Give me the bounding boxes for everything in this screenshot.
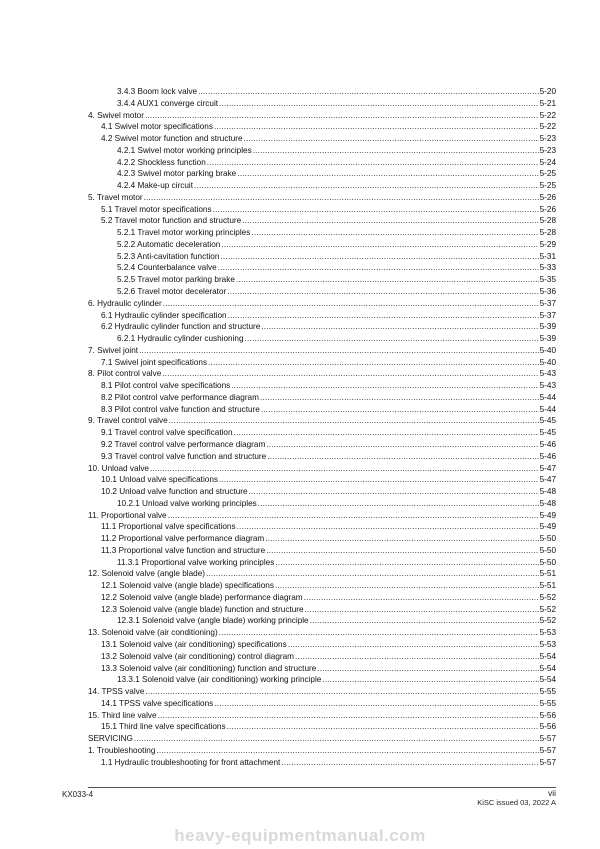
toc-dot-leader <box>206 568 539 580</box>
toc-dot-leader <box>261 404 539 416</box>
toc-entry[interactable] <box>88 745 556 757</box>
toc-entry-page: 5-40 <box>539 345 556 355</box>
toc-entry[interactable] <box>88 298 556 310</box>
toc-entry-page: 5-43 <box>539 369 556 379</box>
toc-entry[interactable] <box>88 345 556 357</box>
toc-dot-leader <box>281 757 538 769</box>
toc-entry-page: 5-28 <box>539 216 556 226</box>
toc-entry[interactable] <box>88 192 556 204</box>
toc-dot-leader <box>162 368 538 380</box>
toc-entry-title: 5.2.1 Travel motor working principles <box>117 228 251 238</box>
document-code: KX033-4 <box>62 790 94 799</box>
toc-entry-page: 5-31 <box>539 251 556 261</box>
toc-entry[interactable] <box>88 698 556 710</box>
toc-entry[interactable] <box>88 168 556 180</box>
toc-entry[interactable] <box>88 604 556 616</box>
toc-entry-page: 5-37 <box>539 298 556 308</box>
toc-dot-leader <box>288 639 539 651</box>
toc-entry-title: 5.2.6 Travel motor decelerator <box>117 287 227 297</box>
toc-entry[interactable] <box>88 510 556 522</box>
toc-entry-page: 5-56 <box>539 722 556 732</box>
toc-entry-title: 4.2.1 Swivel motor working principles <box>117 145 252 155</box>
toc-entry-page: 5-25 <box>539 181 556 191</box>
toc-entry[interactable] <box>88 557 556 569</box>
toc-entry-title: 6.2 Hydraulic cylinder function and structure <box>101 322 261 332</box>
toc-entry-title: 5.2.4 Counterbalance valve <box>117 263 217 273</box>
toc-dot-leader <box>219 627 539 639</box>
toc-entry-page: 5-44 <box>539 404 556 414</box>
toc-entry-title: 4.2.3 Swivel motor parking brake <box>117 169 237 179</box>
toc-entry-title: 7.1 Swivel joint specifications <box>101 357 208 367</box>
toc-entry[interactable] <box>88 427 556 439</box>
toc-entry[interactable] <box>88 521 556 533</box>
toc-entry-title: 13.3 Solenoid valve (air conditioning) function and structure <box>101 663 317 673</box>
toc-dot-leader <box>134 733 539 745</box>
toc-entry-title: 9.1 Travel control valve specification <box>101 428 233 438</box>
toc-dot-leader <box>260 392 539 404</box>
toc-entry-title: 12.2 Solenoid valve (angle blade) performance diagram <box>101 592 303 602</box>
toc-entry-title: SERVICING <box>88 734 133 744</box>
toc-dot-leader <box>317 663 538 675</box>
toc-entry-title: 8.3 Pilot control valve function and structure <box>101 404 260 414</box>
toc-dot-leader <box>150 463 539 475</box>
toc-dot-leader <box>245 333 539 345</box>
toc-entry-page: 5-50 <box>539 557 556 567</box>
issue-line: KiSC issued 03, 2022 A <box>477 798 556 807</box>
toc-entry-title: 8.1 Pilot control valve specifications <box>101 381 231 391</box>
toc-dot-leader <box>310 615 539 627</box>
toc-entry-page: 5-55 <box>539 687 556 697</box>
toc-dot-leader <box>219 474 539 486</box>
toc-entry[interactable] <box>88 721 556 733</box>
toc-entry[interactable] <box>88 639 556 651</box>
toc-dot-leader <box>237 521 539 533</box>
toc-entry-title: 5.2.2 Automatic deceleration <box>117 239 221 249</box>
toc-entry-title: 11.3 Proportional valve function and structure <box>101 545 266 555</box>
toc-dot-leader <box>213 204 539 216</box>
toc-entry[interactable] <box>88 486 556 498</box>
toc-dot-leader <box>169 415 539 427</box>
toc-dot-leader <box>227 721 539 733</box>
toc-entry[interactable] <box>88 533 556 545</box>
toc-dot-leader <box>231 380 538 392</box>
toc-entry[interactable] <box>88 615 556 627</box>
toc-entry-page: 5-52 <box>539 616 556 626</box>
footer-divider <box>88 787 556 788</box>
toc-dot-leader <box>261 321 538 333</box>
toc-dot-leader <box>236 274 539 286</box>
toc-entry-title: 7. Swivel joint <box>88 345 139 355</box>
toc-dot-leader <box>198 86 539 98</box>
toc-entry-page: 5-47 <box>539 463 556 473</box>
toc-entry-page: 5-53 <box>539 628 556 638</box>
toc-entry-page: 5-21 <box>539 98 556 108</box>
toc-entry[interactable] <box>88 498 556 510</box>
toc-entry-title: 12.1 Solenoid valve (angle blade) specifications <box>101 581 274 591</box>
toc-entry-title: 5. Travel motor <box>88 192 143 202</box>
toc-entry-title: 6.2.1 Hydraulic cylinder cushioning <box>117 334 244 344</box>
toc-entry-title: 6. Hydraulic cylinder <box>88 298 162 308</box>
toc-entry[interactable] <box>88 274 556 286</box>
toc-dot-leader <box>145 686 538 698</box>
toc-entry-title: 8.2 Pilot control valve performance diagram <box>101 392 259 402</box>
toc-entry-page: 5-23 <box>539 145 556 155</box>
toc-dot-leader <box>275 580 539 592</box>
toc-entry-page: 5-51 <box>539 581 556 591</box>
toc-entry-page: 5-40 <box>539 357 556 367</box>
toc-entry[interactable] <box>88 121 556 133</box>
toc-dot-leader <box>145 110 539 122</box>
toc-entry-page: 5-44 <box>539 392 556 402</box>
toc-entry-title: 3.4.4 AUX1 converge circuit <box>117 98 219 108</box>
toc-entry-title: 10.2 Unload valve function and structure <box>101 487 248 497</box>
toc-entry-title: 14. TPSS valve <box>88 687 145 697</box>
toc-dot-leader <box>219 98 539 110</box>
toc-entry-page: 5-43 <box>539 381 556 391</box>
toc-entry-title: 5.2.5 Travel motor parking brake <box>117 275 235 285</box>
toc-entry-page: 5-52 <box>539 604 556 614</box>
toc-dot-leader <box>265 533 538 545</box>
toc-dot-leader <box>144 192 539 204</box>
toc-entry-page: 5-39 <box>539 334 556 344</box>
toc-entry-page: 5-45 <box>539 428 556 438</box>
toc-entry[interactable] <box>88 310 556 322</box>
toc-entry-title: 5.2 Travel motor function and structure <box>101 216 242 226</box>
toc-entry-page: 5-54 <box>539 663 556 673</box>
toc-entry-title: 1. Troubleshooting <box>88 745 156 755</box>
toc-entry-title: 15. Third line valve <box>88 710 157 720</box>
toc-entry-title: 11.3.1 Proportional valve working principles <box>117 557 275 567</box>
toc-entry[interactable] <box>88 651 556 663</box>
toc-entry[interactable] <box>88 110 556 122</box>
toc-dot-leader <box>228 310 539 322</box>
toc-entry[interactable] <box>88 404 556 416</box>
toc-entry[interactable] <box>88 580 556 592</box>
toc-entry-page: 5-46 <box>539 439 556 449</box>
toc-dot-leader <box>234 427 539 439</box>
toc-dot-leader <box>251 227 538 239</box>
toc-dot-leader <box>305 604 539 616</box>
toc-entry-title: 13.1 Solenoid valve (air conditioning) specifications <box>101 639 287 649</box>
toc-entry[interactable] <box>88 474 556 486</box>
toc-entry[interactable] <box>88 415 556 427</box>
toc-entry[interactable] <box>88 321 556 333</box>
toc-entry[interactable] <box>88 545 556 557</box>
toc-entry-page: 5-22 <box>539 122 556 132</box>
toc-entry-title: 9. Travel control valve <box>88 416 168 426</box>
toc-entry-title: 6.1 Hydraulic cylinder specification <box>101 310 227 320</box>
toc-entry-title: 11.2 Proportional valve performance diagram <box>101 534 265 544</box>
toc-entry-title: 10.2.1 Unload valve working principles <box>117 498 257 508</box>
toc-entry[interactable] <box>88 86 556 98</box>
toc-dot-leader <box>168 510 539 522</box>
toc-entry-page: 5-45 <box>539 416 556 426</box>
toc-entry[interactable] <box>88 380 556 392</box>
toc-entry-title: 4. Swivel motor <box>88 110 144 120</box>
toc-entry-page: 5-50 <box>539 545 556 555</box>
toc-entry-title: 10. Unload valve <box>88 463 149 473</box>
toc-entry-page: 5-24 <box>539 157 556 167</box>
toc-entry-title: 13. Solenoid valve (air conditioning) <box>88 628 218 638</box>
toc-entry[interactable] <box>88 157 556 169</box>
toc-entry-page: 5-25 <box>539 169 556 179</box>
toc-entry-page: 5-48 <box>539 498 556 508</box>
toc-entry-title: 8. Pilot control valve <box>88 369 162 379</box>
toc-entry-title: 13.3.1 Solenoid valve (air conditioning) working principle <box>117 675 322 685</box>
toc-entry-title: 12.3 Solenoid valve (angle blade) function and structure <box>101 604 304 614</box>
toc-entry-page: 5-35 <box>539 275 556 285</box>
toc-dot-leader <box>158 710 539 722</box>
toc-dot-leader <box>258 498 539 510</box>
toc-entry-page: 5-56 <box>539 710 556 720</box>
toc-dot-leader <box>304 592 539 604</box>
toc-entry-page: 5-23 <box>539 134 556 144</box>
toc-entry[interactable] <box>88 204 556 216</box>
toc-entry-page: 5-57 <box>539 734 556 744</box>
toc-entry-page: 5-51 <box>539 569 556 579</box>
toc-entry[interactable] <box>88 262 556 274</box>
toc-entry-title: 11. Proportional valve <box>88 510 167 520</box>
toc-entry-page: 5-29 <box>539 239 556 249</box>
toc-entry[interactable] <box>88 674 556 686</box>
toc-entry-title: 5.1 Travel motor specifications <box>101 204 212 214</box>
toc-entry[interactable] <box>88 686 556 698</box>
toc-dot-leader <box>253 145 539 157</box>
toc-entry[interactable] <box>88 627 556 639</box>
toc-dot-leader <box>208 357 539 369</box>
toc-entry[interactable] <box>88 733 556 745</box>
toc-entry-page: 5-20 <box>539 87 556 96</box>
toc-dot-leader <box>322 674 538 686</box>
toc-entry-page: 5-36 <box>539 287 556 297</box>
toc-entry-page: 5-49 <box>539 522 556 532</box>
toc-entry[interactable] <box>88 180 556 192</box>
toc-dot-leader <box>295 651 539 663</box>
toc-entry-page: 5-47 <box>539 475 556 485</box>
toc-entry-title: 12.3.1 Solenoid valve (angle blade) working principle <box>117 616 309 626</box>
toc-entry[interactable] <box>88 592 556 604</box>
toc-entry-title: 13.2 Solenoid valve (air conditioning) control diagram <box>101 651 294 661</box>
toc-entry-title: 10.1 Unload valve specifications <box>101 475 218 485</box>
toc-entry-page: 5-50 <box>539 534 556 544</box>
toc-dot-leader <box>220 251 538 263</box>
toc-entry-title: 15.1 Third line valve specifications <box>101 722 226 732</box>
toc-entry[interactable] <box>88 392 556 404</box>
toc-entry[interactable] <box>88 451 556 463</box>
watermark: heavy-equipmentmanual.com <box>174 826 426 845</box>
toc-entry-page: 5-57 <box>539 757 556 767</box>
toc-entry-title: 3.4.3 Boom lock valve <box>117 87 198 96</box>
toc-dot-leader <box>266 545 538 557</box>
toc-entry-page: 5-28 <box>539 228 556 238</box>
toc-entry-title: 1.1 Hydraulic troubleshooting for front attachment <box>101 757 281 767</box>
toc-entry[interactable] <box>88 251 556 263</box>
toc-entry-page: 5-37 <box>539 310 556 320</box>
toc-entry-page: 5-46 <box>539 451 556 461</box>
toc-entry-page: 5-33 <box>539 263 556 273</box>
toc-entry[interactable] <box>88 368 556 380</box>
toc-dot-leader <box>156 745 538 757</box>
toc-entry[interactable] <box>88 145 556 157</box>
toc-entry[interactable] <box>88 333 556 345</box>
toc-dot-leader <box>267 451 538 463</box>
toc-dot-leader <box>163 298 539 310</box>
toc-entry[interactable] <box>88 133 556 145</box>
toc-entry-title: 4.2.4 Make-up circuit <box>117 181 193 191</box>
toc-entry-page: 5-39 <box>539 322 556 332</box>
toc-entry-title: 9.3 Travel control valve function and structure <box>101 451 267 461</box>
toc-dot-leader <box>244 133 539 145</box>
toc-entry[interactable] <box>88 439 556 451</box>
toc-entry-page: 5-55 <box>539 698 556 708</box>
toc-dot-leader <box>266 439 538 451</box>
toc-entry-page: 5-48 <box>539 487 556 497</box>
toc-entry-title: 4.2 Swivel motor function and structure <box>101 134 243 144</box>
toc-entry[interactable] <box>88 568 556 580</box>
toc-entry[interactable] <box>88 239 556 251</box>
toc-entry[interactable] <box>88 215 556 227</box>
toc-dot-leader <box>218 262 539 274</box>
toc-entry-page: 5-26 <box>539 192 556 202</box>
toc-entry[interactable] <box>88 463 556 475</box>
toc-dot-leader <box>221 239 538 251</box>
toc-entry-title: 14.1 TPSS valve specifications <box>101 698 214 708</box>
toc-entry-page: 5-22 <box>539 110 556 120</box>
toc-entry-page: 5-26 <box>539 204 556 214</box>
toc-dot-leader <box>214 698 538 710</box>
toc-entry[interactable] <box>88 227 556 239</box>
toc-dot-leader <box>139 345 539 357</box>
page-number: vii <box>547 788 556 798</box>
toc-dot-leader <box>237 168 538 180</box>
toc-entry-page: 5-54 <box>539 675 556 685</box>
toc-entry[interactable] <box>88 710 556 722</box>
toc-entry[interactable] <box>88 286 556 298</box>
toc-entry[interactable] <box>88 98 556 110</box>
table-of-contents <box>88 86 556 768</box>
toc-entry-title: 12. Solenoid valve (angle blade) <box>88 569 205 579</box>
toc-entry[interactable] <box>88 757 556 769</box>
toc-dot-leader <box>275 557 538 569</box>
toc-dot-leader <box>249 486 539 498</box>
toc-entry-page: 5-53 <box>539 639 556 649</box>
toc-dot-leader <box>214 121 539 133</box>
toc-entry-title: 9.2 Travel control valve performance diagram <box>101 439 266 449</box>
toc-entry-title: 11.1 Proportional valve specifications <box>101 522 236 532</box>
toc-dot-leader <box>194 180 539 192</box>
toc-entry-page: 5-57 <box>539 745 556 755</box>
toc-entry-title: 4.1 Swivel motor specifications <box>101 122 213 132</box>
toc-dot-leader <box>207 157 539 169</box>
toc-entry-title: 5.2.3 Anti-cavitation function <box>117 251 220 261</box>
toc-entry-page: 5-54 <box>539 651 556 661</box>
toc-dot-leader <box>242 215 538 227</box>
toc-entry[interactable] <box>88 663 556 675</box>
toc-dot-leader <box>227 286 538 298</box>
toc-entry-page: 5-49 <box>539 510 556 520</box>
toc-entry-page: 5-52 <box>539 592 556 602</box>
toc-entry[interactable] <box>88 357 556 369</box>
toc-entry-title: 4.2.2 Shockless function <box>117 157 206 167</box>
